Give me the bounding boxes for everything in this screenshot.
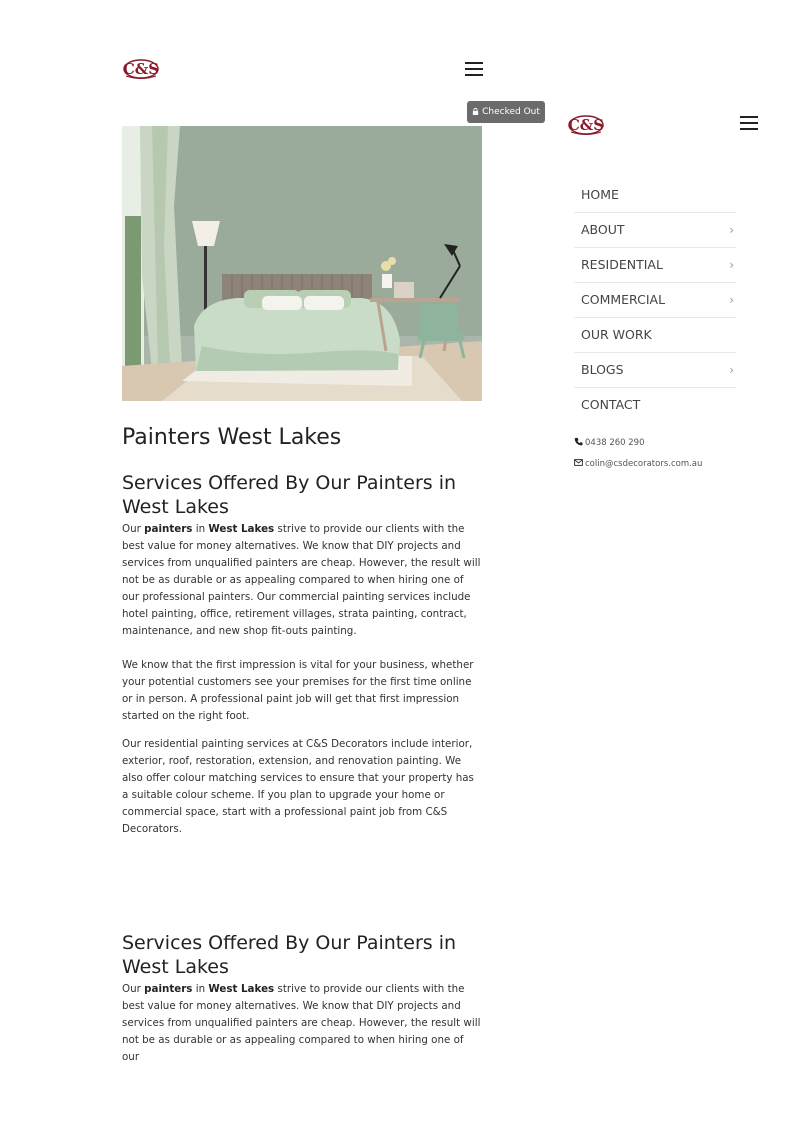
hamburger-icon [740, 116, 758, 118]
nav-item-residential[interactable]: RESIDENTIAL › [574, 248, 736, 283]
sidebar-nav [574, 178, 736, 422]
section-heading: Services Offered By Our Painters in West Lakes [122, 932, 457, 978]
contact-phone[interactable]: 0438 260 290 [574, 437, 644, 448]
nav-item-home[interactable]: HOME [574, 178, 736, 213]
svg-text:C&S: C&S [567, 116, 605, 134]
section-paragraph: We know that the first impression is vital for your business, whether your potential customers see your premises for the first time online or in person. A professional paint job will get that first impression started on the right foot. [122, 659, 474, 722]
chevron-right-icon[interactable]: › [729, 223, 734, 237]
keyword-location: West Lakes [208, 523, 275, 535]
nav-item-our-work[interactable]: OUR WORK [574, 318, 736, 353]
sidebar-menu-button[interactable] [740, 116, 758, 130]
contact-email[interactable]: colin@csdecorators.com.au [574, 458, 702, 469]
hamburger-icon [465, 62, 483, 64]
chevron-right-icon[interactable]: › [729, 363, 734, 377]
section-paragraph: Our residential painting services at C&S Decorators include interior, exterior, roof, restoration, extension, and renovation painting. We also offer colour matching services to ensure that your property has a suitable colour scheme. If you plan to upgrade your home or commercial space, start with a professional paint job from C&S Decorators. [122, 738, 474, 835]
chevron-right-icon[interactable]: › [729, 293, 734, 307]
nav-item-blogs[interactable]: BLOGS › [574, 353, 736, 388]
section-heading: Services Offered By Our Painters in West Lakes [122, 472, 457, 518]
nav-item-about[interactable]: ABOUT › [574, 213, 736, 248]
page-title: Painters West Lakes [122, 425, 342, 450]
keyword-painters: painters [144, 983, 193, 995]
chevron-right-icon[interactable]: › [729, 258, 734, 272]
nav-item-contact[interactable]: CONTACT [581, 397, 641, 412]
svg-text:C&S: C&S [122, 60, 160, 78]
main-menu-button[interactable] [465, 62, 483, 76]
checked-out-label: Checked Out [482, 107, 540, 117]
nav-item-commercial[interactable]: COMMERCIAL › [574, 283, 736, 318]
sidebar-logo[interactable] [567, 110, 605, 138]
site-logo[interactable] [122, 54, 160, 82]
section-paragraph: Our painters in West Lakes strive to provide our clients with the best value for money alternatives. We know that DIY projects and services from unqualified painters are cheap. However, the result will not be as durable or as appealing compared to when hiring one of our [122, 983, 481, 1063]
envelope-icon [574, 458, 583, 467]
phone-icon [574, 437, 583, 446]
hero-bedroom-image [122, 126, 482, 401]
keyword-painters: painters [144, 523, 193, 535]
keyword-location: West Lakes [208, 983, 275, 995]
checked-out-badge[interactable] [467, 101, 545, 123]
lock-icon [472, 108, 479, 115]
section-paragraph: Our painters in West Lakes strive to provide our clients with the best value for money alternatives. We know that DIY projects and services from unqualified painters are cheap. However, the result will not be as durable or as appealing compared to when hiring one of our professional painters. Our commercial painting services include hotel painting, office, retirement villages, strata painting, contract, maintenance, and new shop fit-outs painting. [122, 523, 481, 637]
main-content [122, 424, 482, 1066]
